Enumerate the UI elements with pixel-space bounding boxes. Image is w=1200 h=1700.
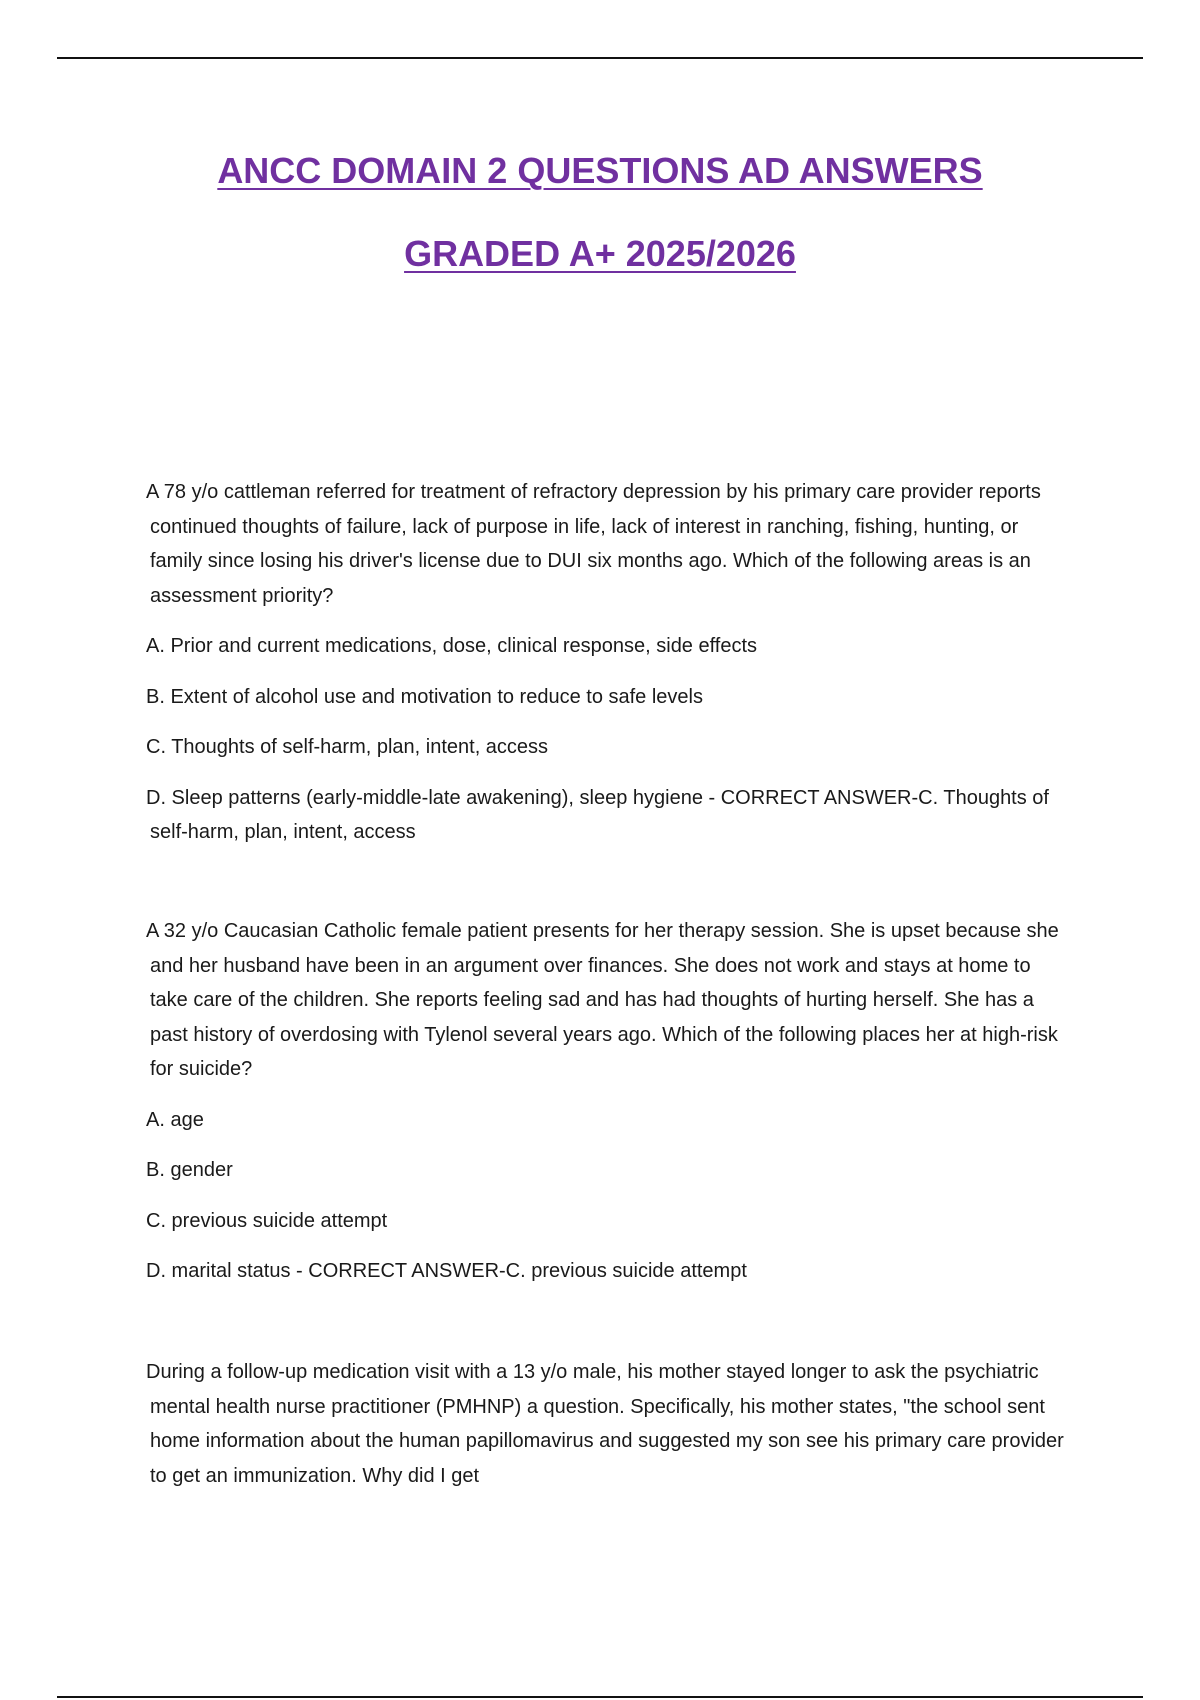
question-stem: A 32 y/o Caucasian Catholic female patient presents for her therapy session. She is upset because she and her husband have been in an argument over finances. She does not work and stays at home to take care of the children. She reports feeling sad and has had thoughts of hurting herself. She has a past history of overdosing with Tylenol several years ago. Which of the following places her at high-risk for suicide? [146,920,1059,1080]
answer-option-b: B. gender [146,1159,233,1181]
answer-option-d: D. marital status - CORRECT ANSWER-C. previous suicide attempt [146,1260,747,1282]
question-block-1 [146,475,1066,850]
answer-option-c: C. Thoughts of self-harm, plan, intent, access [146,736,549,758]
top-rule [57,57,1143,59]
answer-option-a: A. Prior and current medications, dose, clinical response, side effects [146,635,758,657]
answer-option-d: D. Sleep patterns (early-middle-late awakening), sleep hygiene - CORRECT ANSWER-C. Thoughts of self-harm, plan, intent, access [146,786,1049,843]
question-block-3 [146,1355,1066,1493]
answer-option-c: C. previous suicide attempt [146,1209,388,1232]
question-block-2 [146,914,1066,1289]
answer-option-a: A. age [146,1108,204,1131]
bottom-rule [57,1696,1143,1698]
document-title-line-1: ANCC DOMAIN 2 QUESTIONS AD ANSWERS [217,150,983,191]
answer-option-b: B. Extent of alcohol use and motivation to reduce to safe levels [146,685,703,708]
question-stem: During a follow-up medication visit with a 13 y/o male, his mother stayed longer to ask the psychiatric mental health nurse practitioner (PMHNP) a question. Specifically, his mother states, "the school sent home information about the human papillomavirus and suggested my son see his primary care provider to get an immunization. Why did I get [146,1361,1064,1487]
question-stem: A 78 y/o cattleman referred for treatment of refractory depression by his primary care provider reports continued thoughts of failure, lack of purpose in life, lack of interest in ranching, fishing, hunting, or family since losing his driver's license due to DUI six months ago. Which of the following areas is an assessment priority? [146,481,1041,607]
document-title-line-2: GRADED A+ 2025/2026 [404,233,796,274]
